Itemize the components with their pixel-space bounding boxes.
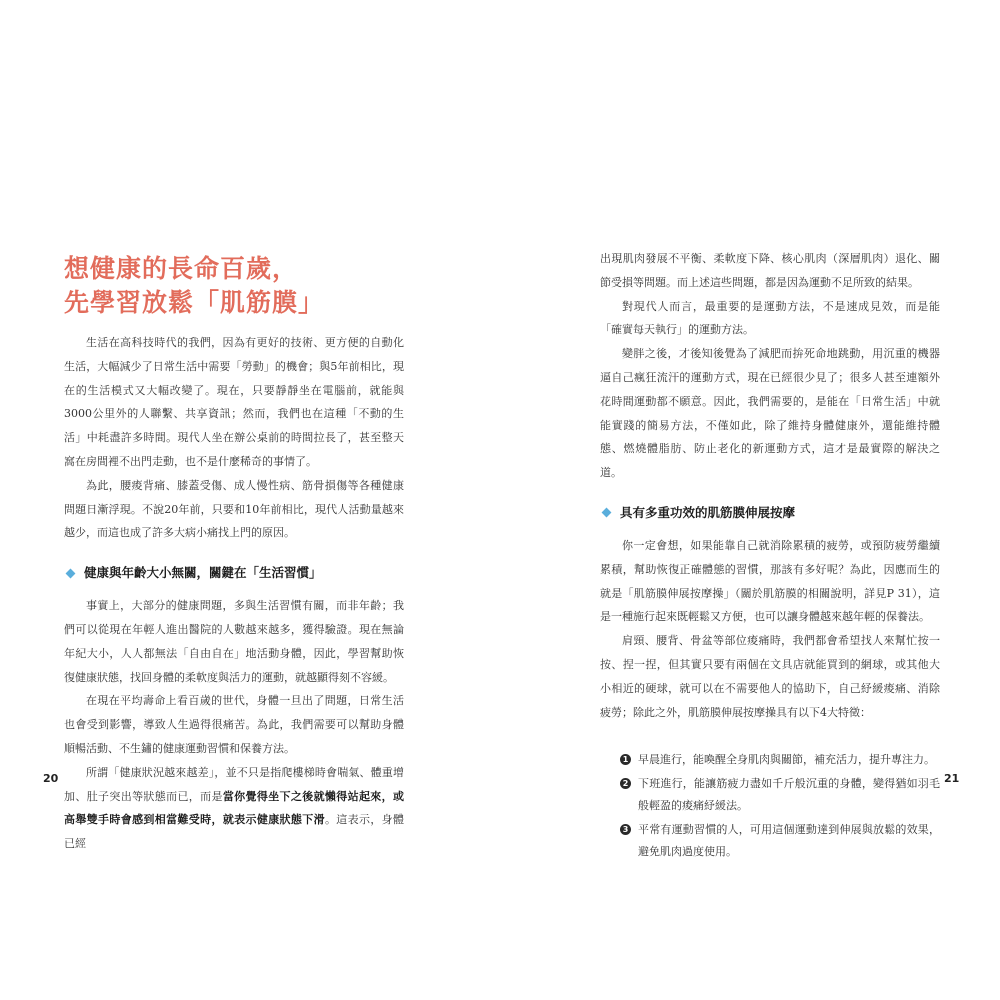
- feature-text: 下班進行，能讓筋疲力盡如千斤般沉重的身體，變得猶如羽毛般輕盈的痠痛紓緩法。: [638, 777, 940, 813]
- paragraph: 在現在平均壽命上看百歲的世代，身體一旦出了問題，日常生活也會受到影響，導致人生過得很痛苦。為此，我們需要可以幫助身體順暢活動、不生鏽的健康運動習慣和保養方法。: [64, 694, 404, 755]
- paragraph: 為此，腰痠背痛、膝蓋受傷、成人慢性病、筋骨損傷等各種健康問題日漸浮現。不說20年前，只要和10年前相比，現代人活動量越來越少，而這也成了許多大病小痛找上門的原因。: [64, 478, 404, 540]
- number-badge-icon: 1: [620, 754, 631, 765]
- paragraph: 對現代人而言，最重要的是運動方法，不是速成見效，而是能「確實每天執行」的運動方法。: [600, 299, 940, 337]
- paragraph: 事實上，大部分的健康問題，多與生活習慣有關，而非年齡；我們可以從現在年輕人進出醫院的人數越來越多，獲得驗證。現在無論年紀大小，人人都無法「自由自在」地活動身體，因此，學習幫助恢復健康狀態，找回身體的柔軟度與活力的運動，就越顯得刻不容緩。: [64, 599, 404, 684]
- number-badge-icon: 3: [620, 824, 631, 835]
- title-line-1: 想健康的長命百歲，: [64, 254, 299, 283]
- bold-text-run: 當你覺得坐下之後就懶得站起來，或高舉雙手時會感到相當難受時，就表示健康狀態下滑: [64, 789, 404, 827]
- paragraph-continuation: 出現肌肉發展不平衡、柔軟度下降、核心肌肉（深層肌肉）退化、關節受損等問題。而上述這些問題，都是因為運動不足所致的結果。: [600, 252, 940, 289]
- feature-list: [600, 749, 940, 863]
- left-body: [64, 331, 404, 856]
- paragraph: 生活在高科技時代的我們，因為有更好的技術、更方便的自動化生活，大幅減少了日常生活中需要「勞動」的機會；與5年前相比，現在的生活模式又大幅改變了。現在，只要靜靜坐在電腦前，就能與3000公里外的人聯繫、共享資訊；然而，我們也在這種「不動的生活」中耗盡許多時間。現代人坐在辦公桌前的時間拉長了，甚至整天窩在房間裡不出門走動，也不是什麼稀奇的事情了。: [64, 336, 404, 468]
- title-line-2: 先學習放鬆「肌筋膜」: [64, 288, 325, 317]
- paragraph: 你一定會想，如果能靠自己就消除累積的疲勞，或預防疲勞繼續累積，幫助恢復正確體態的習慣，那該有多好呢？為此，因應而生的就是「肌筋膜伸展按摩操」（關於肌筋膜的相關說明，詳見P 31），這是一種施行起來既輕鬆又方便，也可以讓身體越來越年輕的保養法。: [600, 538, 940, 624]
- paragraph: [64, 761, 404, 856]
- section-heading: [64, 562, 404, 584]
- page-number: 20: [43, 772, 59, 785]
- feature-item: [600, 819, 940, 863]
- text-run: 。這表示，身體已經: [64, 813, 405, 851]
- feature-item: [600, 773, 940, 817]
- paragraph: 肩頸、腰背、骨盆等部位痠痛時，我們都會希望找人來幫忙按一按、捏一捏，但其實只要有兩個在文具店就能買到的網球，或其他大小相近的硬球，就可以在不需要他人的協助下，自己紓緩痠痛、消除疲勞；除此之外，肌筋膜伸展按摩操具有以下4大特徵：: [600, 634, 940, 719]
- section-heading-text: 具有多重功效的肌筋膜伸展按摩: [620, 504, 796, 520]
- number-badge-icon: 2: [620, 778, 631, 789]
- paragraph: 變胖之後，才後知後覺為了減肥而拚死命地跳動，用沉重的機器逼自己瘋狂流汗的運動方式，現在已經很少見了；很多人甚至連額外花時間運動都不願意。因此，我們需要的，是能在「日常生活」中就能實踐的簡易方法，不僅如此，除了維持身體健康外，還能維持體態、燃燒體脂肪、防止老化的新運動方式，這才是最實際的解決之道。: [600, 347, 940, 480]
- text-run: 所謂「健康狀況越來越差」，並不只是指爬樓梯時會喘氣、體重增加、肚子突出等狀態而已，而是: [64, 765, 404, 803]
- feature-text: 早晨進行，能喚醒全身肌肉與關節，補充活力，提升專注力。: [638, 753, 935, 767]
- chapter-title: [64, 252, 424, 320]
- feature-text: 平常有運動習慣的人，可用這個運動達到伸展與放鬆的效果，避免肌肉過度使用。: [638, 823, 940, 859]
- page-number: 21: [944, 772, 960, 785]
- right-body: [600, 247, 940, 865]
- section-heading-text: 健康與年齡大小無關，關鍵在「生活習慣」: [84, 565, 322, 581]
- diamond-bullet-icon: [66, 568, 76, 578]
- diamond-bullet-icon: [602, 508, 612, 518]
- section-heading: [600, 502, 940, 524]
- feature-item: [600, 749, 940, 771]
